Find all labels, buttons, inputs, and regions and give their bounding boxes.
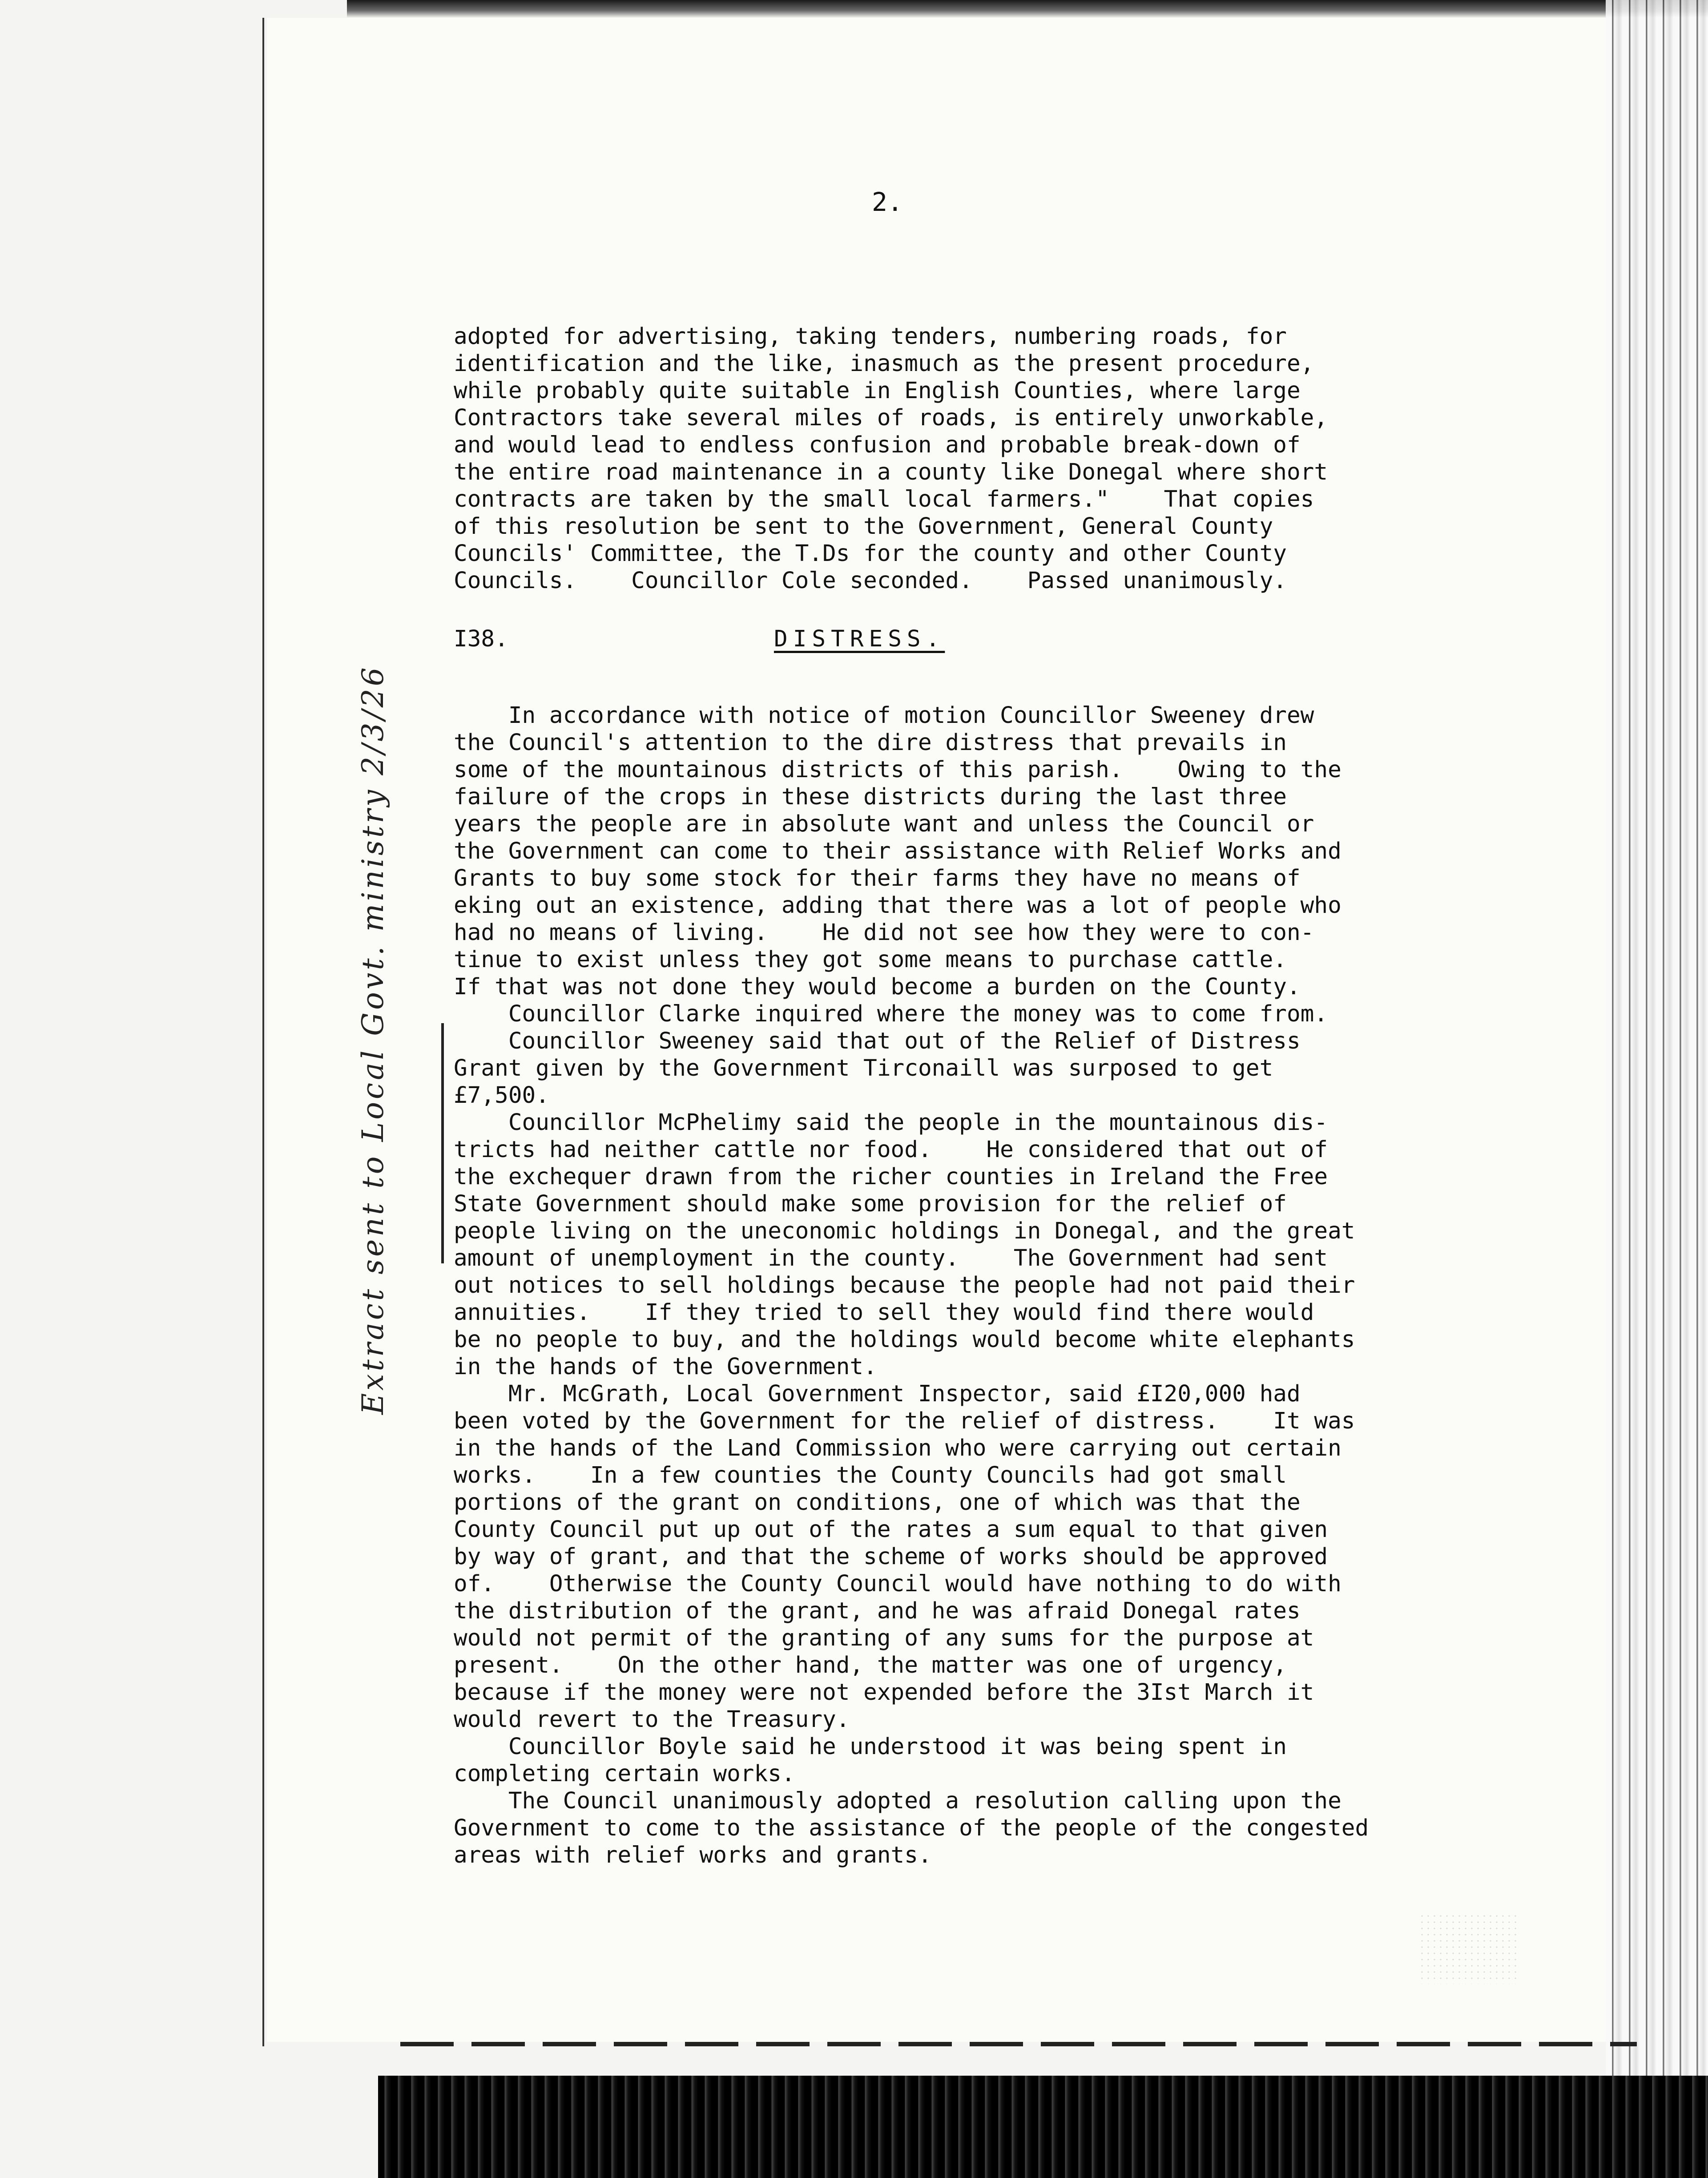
text-line: annuities. If they tried to sell they would find there would bbox=[454, 1299, 1314, 1326]
section-title: DISTRESS. bbox=[774, 626, 945, 652]
text-line: County Council put up out of the rates a sum equal to that given bbox=[454, 1517, 1328, 1543]
text-line: be no people to buy, and the holdings would become white elephants bbox=[454, 1327, 1355, 1353]
text-line: £7,500. bbox=[454, 1082, 549, 1109]
text-line: eking out an existence, adding that there was a lot of people who bbox=[454, 892, 1341, 919]
page-edge-left bbox=[262, 18, 264, 2046]
text-line: identification and the like, inasmuch as the present procedure, bbox=[454, 351, 1314, 377]
text-line: Councillor McPhelimy said the people in the mountainous dis- bbox=[454, 1109, 1328, 1136]
text-line: contracts are taken by the small local farmers." That copies bbox=[454, 486, 1314, 512]
text-line: If that was not done they would become a burden on the County. bbox=[454, 974, 1301, 1000]
page-number: 2. bbox=[872, 187, 903, 217]
text-line: failure of the crops in these districts during the last three bbox=[454, 784, 1287, 810]
text-line: the Council's attention to the dire distress that prevails in bbox=[454, 730, 1287, 756]
text-line: Government to come to the assistance of the people of the congested bbox=[454, 1815, 1369, 1841]
text-line: had no means of living. He did not see how they were to con- bbox=[454, 920, 1314, 946]
text-line: the entire road maintenance in a county like Donegal where short bbox=[454, 459, 1328, 485]
text-line: in the hands of the Government. bbox=[454, 1354, 877, 1380]
text-line: some of the mountainous districts of this parish. Owing to the bbox=[454, 757, 1341, 783]
text-line: amount of unemployment in the county. The Government had sent bbox=[454, 1245, 1328, 1271]
text-line: the exchequer drawn from the richer counties in Ireland the Free bbox=[454, 1164, 1328, 1190]
page-edge-bottom bbox=[400, 2042, 1637, 2046]
text-line: out notices to sell holdings because the people had not paid their bbox=[454, 1272, 1355, 1299]
text-line: would revert to the Treasury. bbox=[454, 1706, 850, 1733]
paragraph-continuation bbox=[454, 323, 1548, 594]
text-line: been voted by the Government for the relief of distress. It was bbox=[454, 1408, 1355, 1434]
margin-marker-line bbox=[441, 1023, 444, 1263]
text-line: while probably quite suitable in English Counties, where large bbox=[454, 378, 1301, 404]
text-line: present. On the other hand, the matter was one of urgency, bbox=[454, 1652, 1287, 1678]
text-line: Councillor Clarke inquired where the money was to come from. bbox=[454, 1001, 1328, 1027]
scanner-edge-right bbox=[1606, 0, 1708, 2178]
text-line: the Government can come to their assistance with Relief Works and bbox=[454, 838, 1341, 864]
text-line: areas with relief works and grants. bbox=[454, 1842, 932, 1868]
section-heading bbox=[454, 626, 1548, 657]
scanner-edge-bottom bbox=[378, 2076, 1708, 2178]
text-line: would not permit of the granting of any sums for the purpose at bbox=[454, 1625, 1314, 1651]
text-line: Contractors take several miles of roads, is entirely unworkable, bbox=[454, 405, 1328, 431]
text-line: by way of grant, and that the scheme of works should be approved bbox=[454, 1544, 1328, 1570]
handwritten-margin-note: Extract sent to Local Govt. ministry 2/3/26 bbox=[356, 665, 390, 1415]
text-line: and would lead to endless confusion and probable break-down of bbox=[454, 432, 1301, 458]
text-line: completing certain works. bbox=[454, 1761, 795, 1787]
text-line: In accordance with notice of motion Councillor Sweeney drew bbox=[454, 702, 1314, 729]
text-line: Councils' Committee, the T.Ds for the county and other County bbox=[454, 540, 1287, 567]
text-line: State Government should make some provision for the relief of bbox=[454, 1191, 1287, 1217]
item-number: I38. bbox=[454, 626, 508, 652]
text-line: Councillor Sweeney said that out of the Relief of Distress bbox=[454, 1028, 1301, 1054]
text-line: tricts had neither cattle nor food. He considered that out of bbox=[454, 1137, 1328, 1163]
text-line: of. Otherwise the County Council would have nothing to do with bbox=[454, 1571, 1341, 1597]
text-line: Mr. McGrath, Local Government Inspector, said £I20,000 had bbox=[454, 1381, 1301, 1407]
distress-minutes bbox=[454, 702, 1548, 1869]
text-line: in the hands of the Land Commission who were carrying out certain bbox=[454, 1435, 1341, 1461]
text-line: adopted for advertising, taking tenders, numbering roads, for bbox=[454, 323, 1287, 350]
text-line: Grant given by the Government Tirconaill was surposed to get bbox=[454, 1055, 1273, 1081]
text-line: the distribution of the grant, and he was afraid Donegal rates bbox=[454, 1598, 1301, 1624]
text-line: tinue to exist unless they got some means to purchase cattle. bbox=[454, 947, 1287, 973]
text-line: portions of the grant on conditions, one of which was that the bbox=[454, 1489, 1301, 1516]
text-line: Councils. Councillor Cole seconded. Passed unanimously. bbox=[454, 568, 1287, 594]
scanner-edge-top bbox=[347, 0, 1708, 18]
scan-speckle bbox=[1419, 1913, 1517, 1984]
text-line: because if the money were not expended before the 3Ist March it bbox=[454, 1679, 1314, 1706]
text-line: Grants to buy some stock for their farms they have no means of bbox=[454, 865, 1301, 891]
text-line: works. In a few counties the County Councils had got small bbox=[454, 1462, 1287, 1488]
text-line: people living on the uneconomic holdings in Donegal, and the great bbox=[454, 1218, 1355, 1244]
text-line: years the people are in absolute want and unless the Council or bbox=[454, 811, 1314, 837]
text-line: The Council unanimously adopted a resolution calling upon the bbox=[454, 1788, 1341, 1814]
text-line: of this resolution be sent to the Government, General County bbox=[454, 513, 1273, 540]
text-line: Councillor Boyle said he understood it was being spent in bbox=[454, 1734, 1287, 1760]
